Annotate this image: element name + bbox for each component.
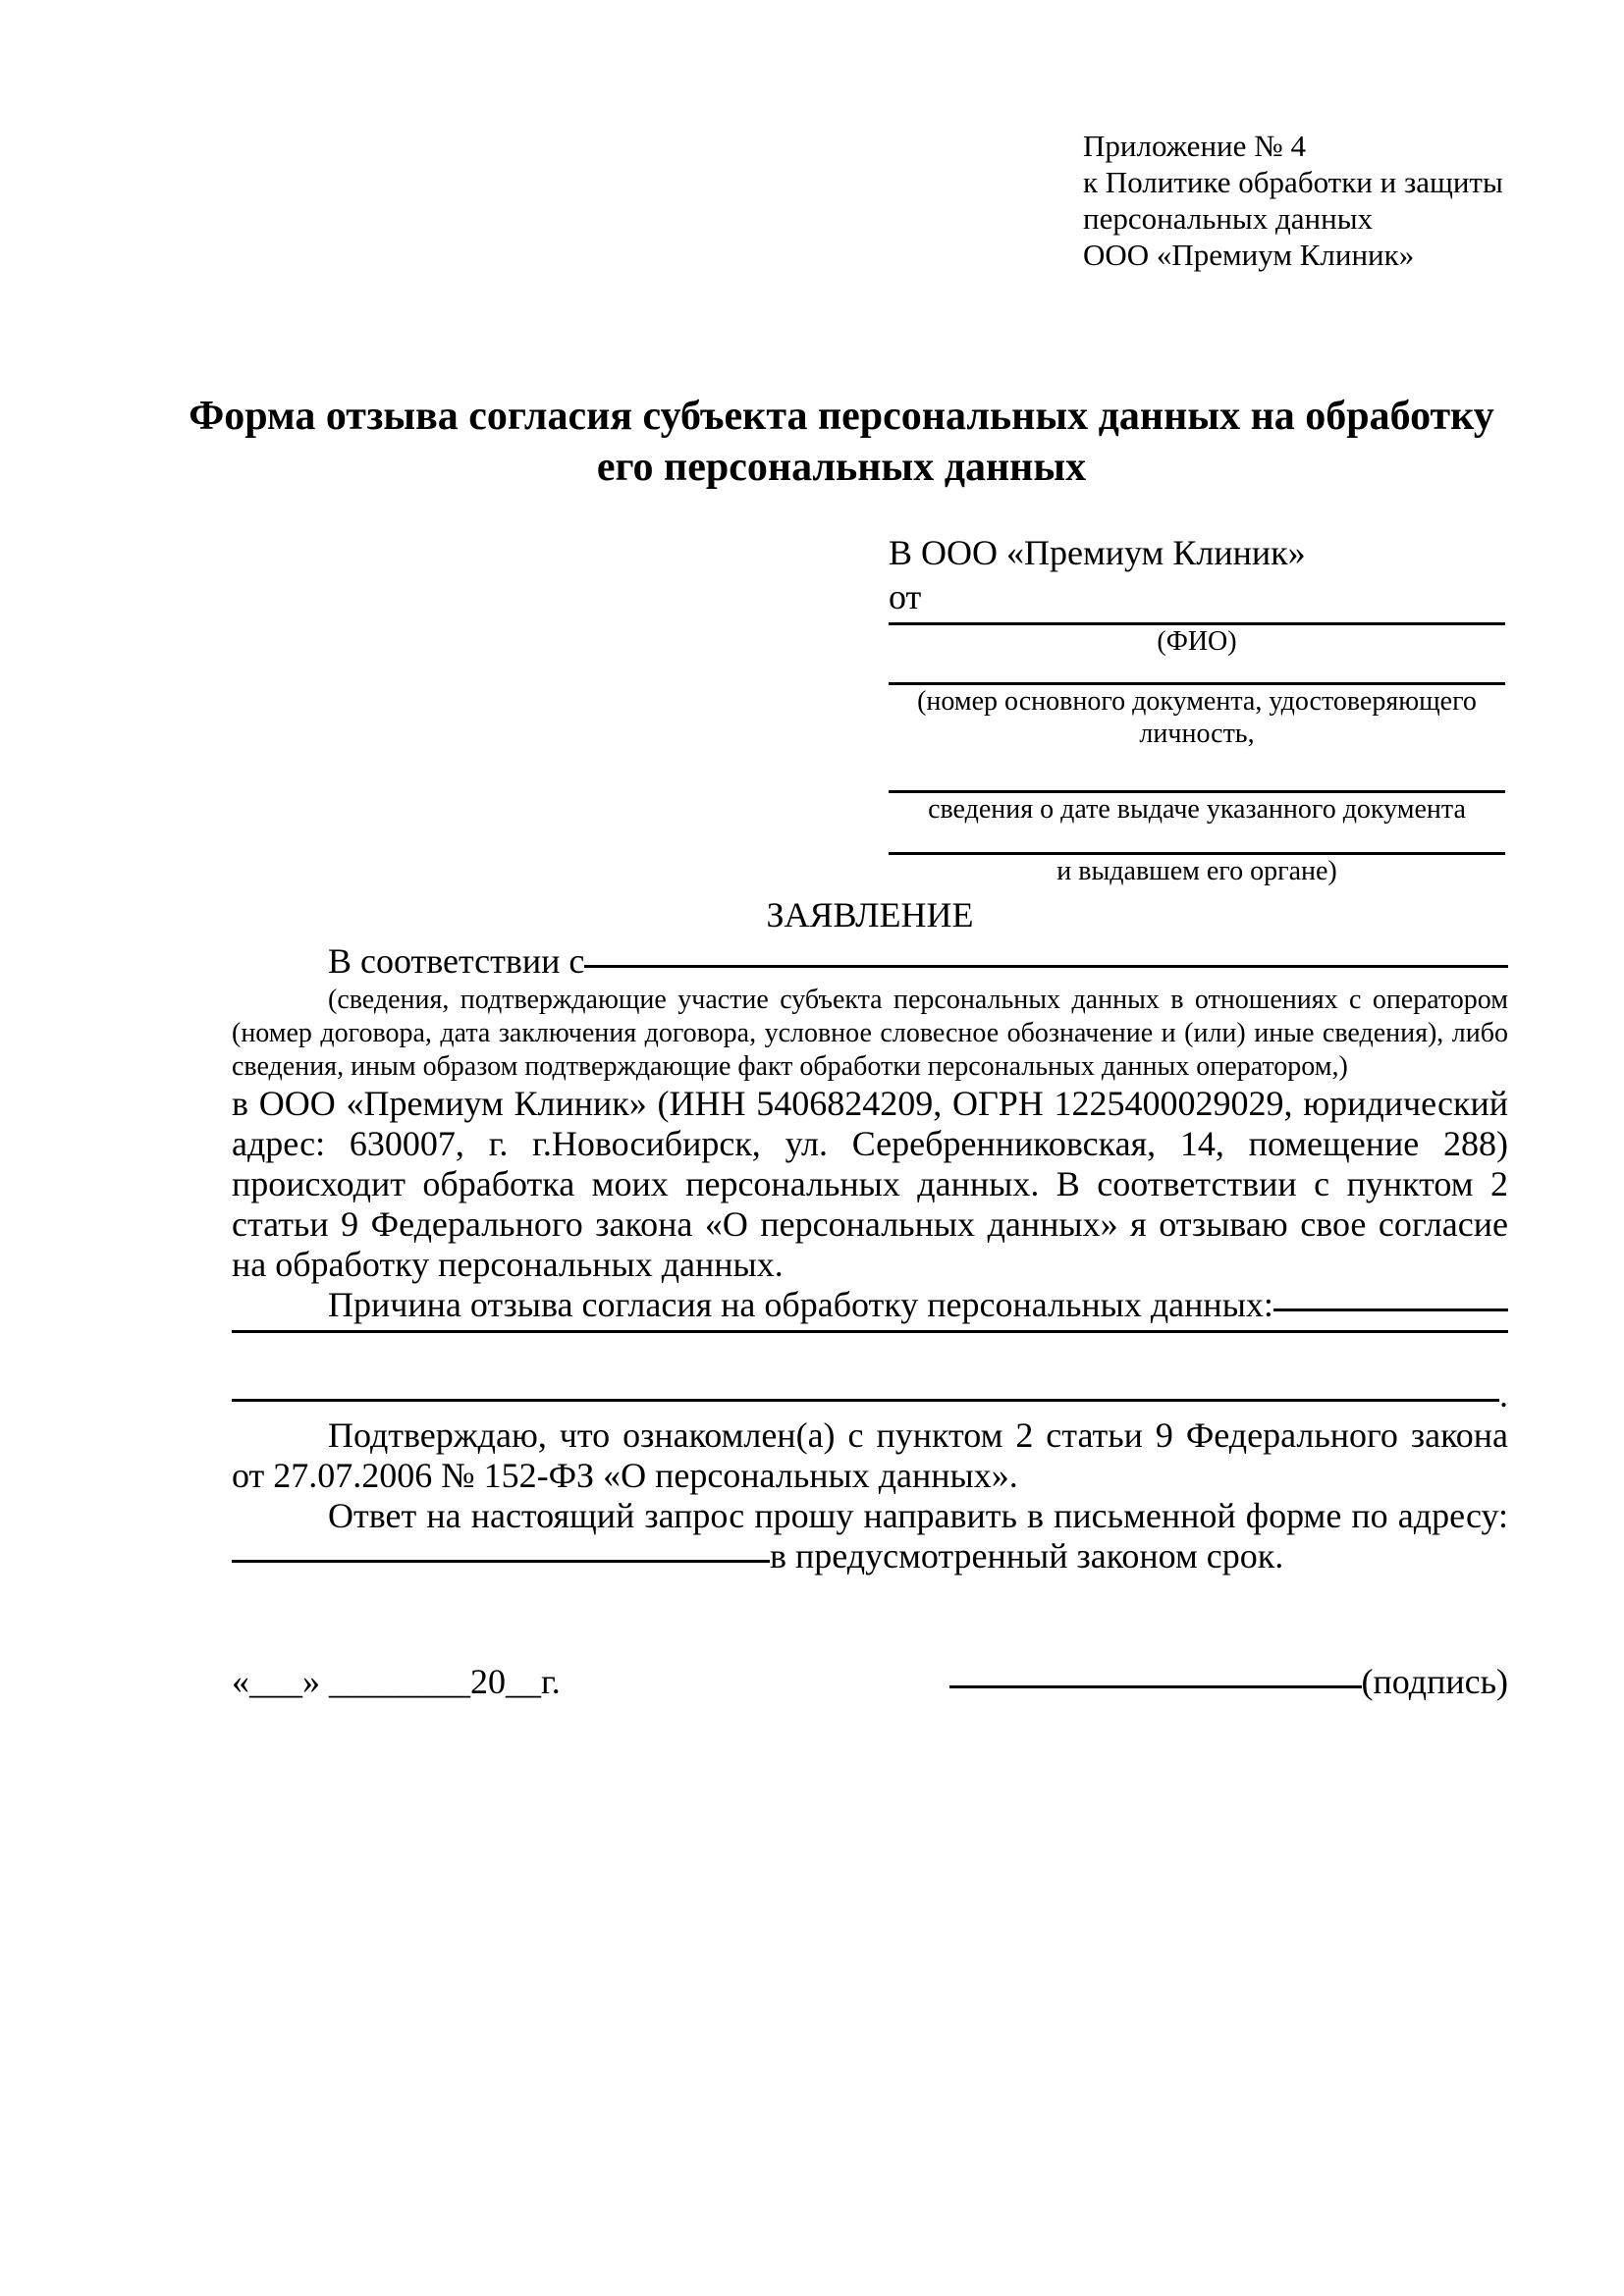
appendix-line: персональных данных: [1083, 201, 1374, 236]
acknowledgement-paragraph: Подтверждаю, что ознакомлен(а) с пунктом 2 статьи 9 Федерального закона от 27.07.2006 № 152-ФЗ «О персональных данных».: [232, 1415, 1508, 1495]
reason-blank-line-2: [232, 1375, 1508, 1415]
statement-body: в ООО «Премиум Клиник» (ИНН 5406824209, ОГРН 1225400029029, юридический адрес: 630007, г. г.Новосибирск, ул. Серебренниковская, 14, помещение 288) происходит обработка моих персональных данных. В соответствии с пунктом 2 статьи 9 Федерального закона «О персональных данных» я отзываю свое согласие на обработку персональных данных.: [232, 1084, 1508, 1284]
basis-field-line[interactable]: [584, 965, 1508, 968]
signature-caption: (подпись): [1361, 1662, 1508, 1701]
issue-date-field-caption: сведения о дате выдаче указанного документа: [928, 794, 1466, 825]
title-line-1: Форма отзыва согласия субъекта персональных данных на обработку: [189, 394, 1494, 439]
appendix-line: к Политике обработки и защиты: [1083, 165, 1503, 199]
document-title: [174, 391, 1509, 493]
reply-suffix: в предусмотренный законом срок.: [770, 1536, 1284, 1575]
addressee: В ООО «Премиум Клиник»: [889, 533, 1306, 572]
reply-address-row: [232, 1536, 1508, 1579]
date-line[interactable]: «___» ________20__г.: [232, 1662, 561, 1701]
basis-row: [232, 941, 1508, 982]
recipient-block: [889, 530, 1505, 887]
signature-group: [949, 1662, 1508, 1702]
document-number-field-caption: (номер основного документа, удостоверяющего личность,: [917, 686, 1477, 749]
reason-blank-line-1-rule[interactable]: [232, 1330, 1508, 1333]
footer-row: [232, 1662, 1508, 1702]
statement-heading: ЗАЯВЛЕНИЕ: [766, 895, 974, 934]
reason-field-line[interactable]: [1273, 1308, 1508, 1311]
from-label: от: [889, 577, 922, 616]
basis-prefix: В соответствии с: [328, 941, 585, 981]
reason-prefix: Причина отзыва согласия на обработку персональных данных:: [328, 1285, 1273, 1324]
signature-field-line[interactable]: [949, 1685, 1362, 1688]
basis-footnote: (сведения, подтверждающие участие субъекта персональных данных в отношениях с оператором (номер договора, дата заключения договора, условное словесное обозначение и (или) иные сведения), либо сведения, иным образом подтверждающие факт обработки персональных данных оператором,): [232, 985, 1508, 1082]
reply-request-line: Ответ на настоящий запрос прошу направить в письменной форме по адресу:: [328, 1496, 1508, 1535]
title-line-2: его персональных данных: [596, 445, 1087, 490]
appendix-line: ООО «Премиум Клиник»: [1083, 238, 1415, 272]
appendix-line: Приложение № 4: [1083, 129, 1306, 163]
reason-blank-line-2-rule[interactable]: [232, 1399, 1499, 1402]
issuing-authority-field-caption: и выдавшем его органе): [1056, 856, 1337, 886]
blank-line-period: .: [1499, 1375, 1508, 1415]
reply-address-field-line[interactable]: [232, 1560, 770, 1563]
appendix-header: [1083, 128, 1503, 273]
statement-section: [232, 895, 1508, 1702]
reason-blank-line-1: [232, 1335, 1508, 1375]
reason-row: [232, 1285, 1508, 1325]
fio-field-caption: (ФИО): [1157, 626, 1237, 657]
